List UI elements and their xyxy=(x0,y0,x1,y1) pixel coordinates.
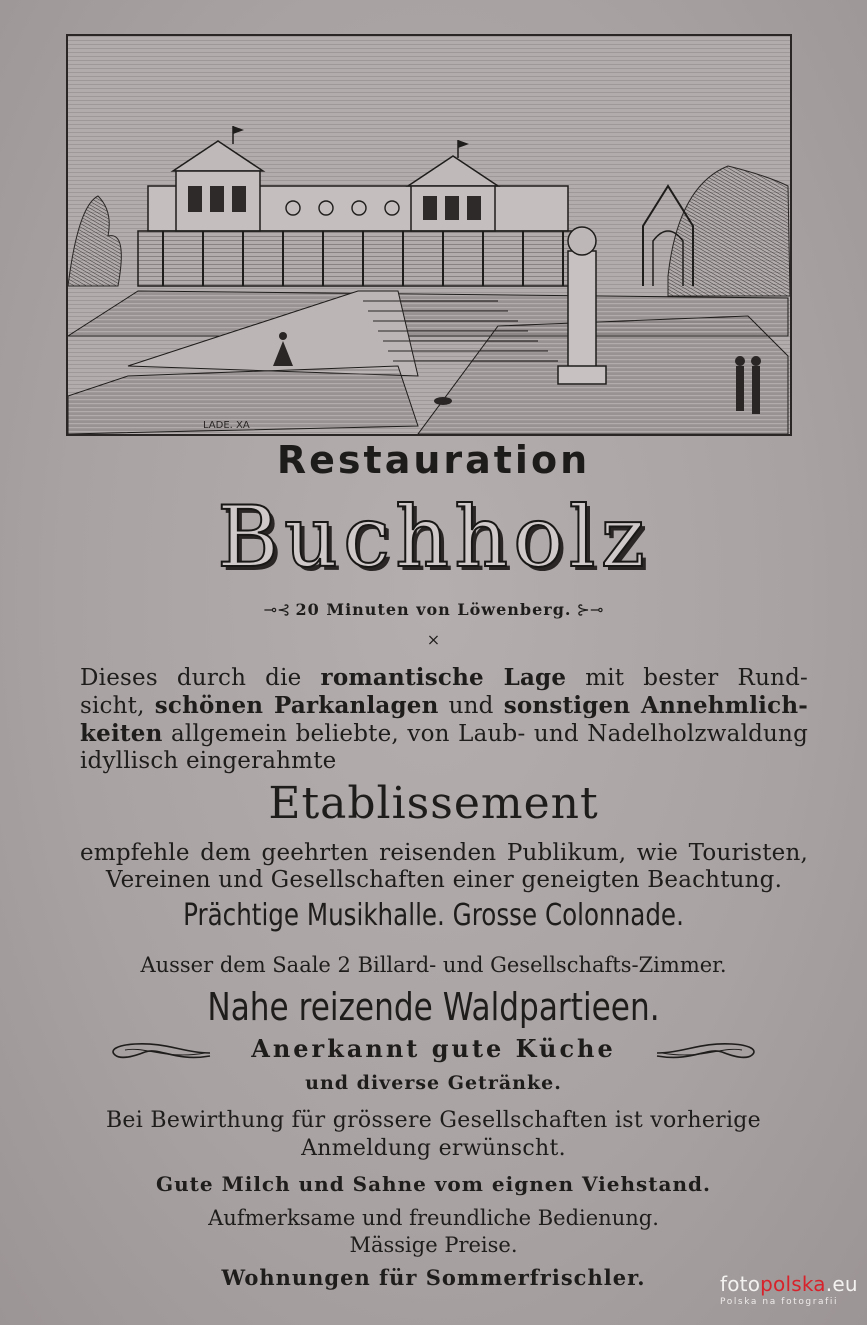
milk-line: Gute Milch und Sahne vom eignen Viehstand. xyxy=(156,1172,711,1196)
distance-line xyxy=(0,600,867,619)
intro-line-1: Dieses durch die romantische Lage mit bester Rund- xyxy=(80,664,808,691)
prices-line: Mässige Preise. xyxy=(349,1233,518,1257)
distance-text: 20 Minuten von Löwenberg. xyxy=(295,600,572,619)
drinks-line: und diverse Getränke. xyxy=(305,1072,562,1094)
watermark-tagline: Polska na fotografii xyxy=(720,1297,839,1307)
restaurant-engraving xyxy=(66,34,792,436)
cross-divider-icon: ⨯ xyxy=(426,630,441,649)
kitchen-line: Anerkannt gute Küche xyxy=(251,1034,616,1063)
restaurant-heading: Restauration xyxy=(276,438,591,482)
restaurant-name: Buchholz xyxy=(217,488,650,586)
rooms-line: Ausser dem Saale 2 Billard- und Gesellschafts-Zimmer. xyxy=(140,953,727,977)
recommend-paragraph xyxy=(80,840,808,894)
establishment-heading: Etablissement xyxy=(268,778,599,829)
service-line: Aufmerksame und freundliche Bedienung. xyxy=(208,1206,659,1230)
left-ornament-icon: ⊸⊰ xyxy=(263,600,296,619)
music-hall-line: Prächtige Musikhalle. Grosse Colonnade. xyxy=(183,898,684,933)
intro-line-3: keiten allgemein beliebte, von Laub- und Nadelholzwaldung xyxy=(80,720,808,747)
lodging-line: Wohnungen für Sommerfrischler. xyxy=(221,1265,646,1290)
right-ornament-icon: ⊱⊸ xyxy=(571,600,604,619)
engraver-signature: LADE. XA xyxy=(203,420,250,431)
forest-line: Nahe reizende Waldpartieen. xyxy=(207,985,660,1029)
groups-line-2: Anmeldung erwünscht. xyxy=(301,1136,566,1161)
watermark xyxy=(720,1272,858,1307)
intro-paragraph xyxy=(80,664,808,775)
groups-line-1: Bei Bewirthung für grössere Gesellschaften ist vorherige xyxy=(105,1108,762,1133)
intro-line-2: sicht, schönen Parkanlagen und sonstigen Annehmlich- xyxy=(80,692,808,719)
recommend-line-1: empfehle dem geehrten reisenden Publikum, wie Touristen, xyxy=(80,840,808,866)
recommend-line-2: Vereinen und Gesellschaften einer geneigten Beachtung. xyxy=(105,867,783,893)
engraving-illustration xyxy=(68,36,790,434)
intro-line-4: idyllisch eingerahmte xyxy=(80,748,337,774)
watermark-logo: fotopolska.eu xyxy=(720,1272,858,1296)
